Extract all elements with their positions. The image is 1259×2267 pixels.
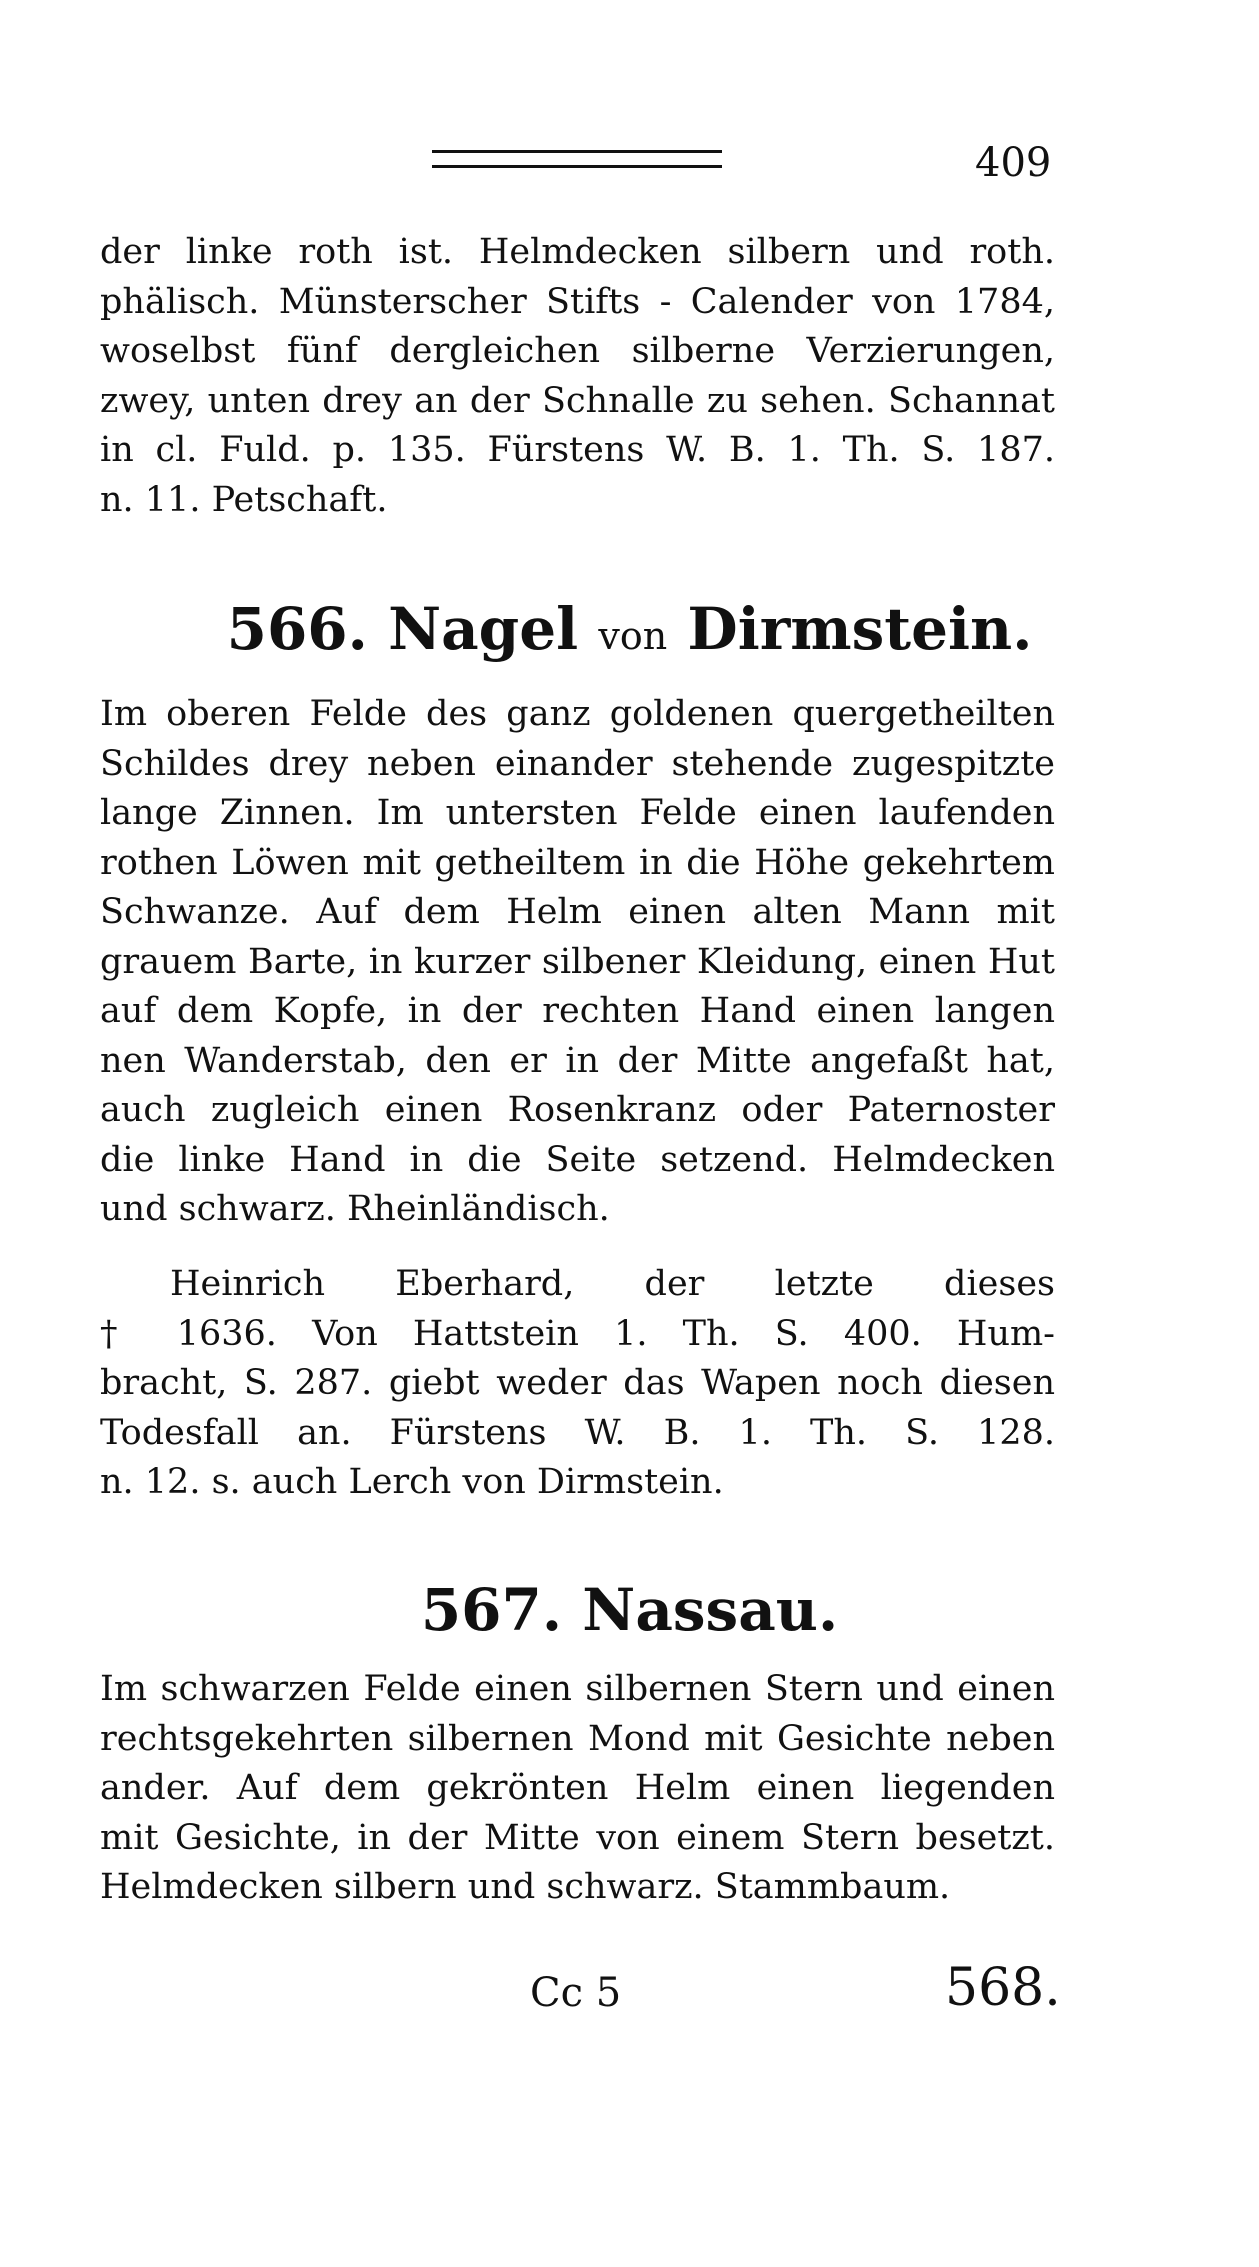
text-line: der linke roth ist. Helmdecken silbern und roth. bbox=[100, 232, 1055, 272]
text-line: n. 11. Petschaft. bbox=[100, 479, 388, 520]
text-line: n. 12. s. auch Lerch von Dirmstein. bbox=[100, 1462, 724, 1502]
description-paragraph-567 bbox=[100, 1665, 1055, 1913]
section-von: von bbox=[598, 614, 668, 658]
text-line: in cl. Fuld. p. 135. Fürstens W. B. 1. Th. S. 187. bbox=[100, 430, 1055, 470]
text-line: Todesfall an. Fürstens W. B. 1. Th. S. 128. bbox=[100, 1412, 1055, 1453]
description-paragraph-566 bbox=[100, 690, 1055, 1235]
section-place: Dirmstein. bbox=[687, 595, 1033, 663]
text-line: rechtsgekehrten silbernen Mond mit Gesichte neben bbox=[100, 1718, 1055, 1759]
section-heading-567 bbox=[0, 1575, 1259, 1645]
text-line: woselbst fünf dergleichen silberne Verzierungen, bbox=[100, 331, 1055, 371]
text-line: und schwarz. Rheinländisch. bbox=[100, 1189, 610, 1229]
text-line: Heinrich Eberhard, der letzte dieses bbox=[170, 1264, 1055, 1304]
catchword: 568. bbox=[945, 1958, 1061, 2018]
section-number: 567. bbox=[420, 1576, 563, 1644]
text-line: mit Gesichte, in der Mitte von einem Stern besetzt. bbox=[100, 1817, 1055, 1858]
signature-mark: Cc 5 bbox=[530, 1970, 622, 2016]
intro-paragraph bbox=[100, 228, 1055, 525]
text-line: Im oberen Felde des ganz goldenen quergetheilten bbox=[100, 694, 1055, 734]
note-paragraph-566 bbox=[100, 1260, 1055, 1508]
text-line: lange Zinnen. Im untersten Felde einen laufenden bbox=[100, 793, 1055, 833]
section-heading-566 bbox=[0, 594, 1259, 671]
text-line: phälisch. Münsterscher Stifts - Calender von 1784, bbox=[100, 281, 1055, 322]
text-line: Im schwarzen Felde einen silbernen Stern und einen bbox=[100, 1669, 1055, 1709]
text-line: Schildes drey neben einander stehende zugespitzte bbox=[100, 743, 1055, 784]
page-number: 409 bbox=[975, 140, 1052, 186]
text-line: Schwanze. Auf dem Helm einen alten Mann mit bbox=[100, 892, 1055, 932]
section-name: Nagel bbox=[388, 595, 579, 663]
header-double-rule bbox=[432, 150, 722, 168]
section-number: 566. bbox=[226, 595, 368, 663]
text-line: die linke Hand in die Seite setzend. Helmdecken bbox=[100, 1139, 1055, 1180]
text-line: bracht, S. 287. giebt weder das Wapen noch diesen bbox=[100, 1363, 1055, 1403]
text-line: nen Wanderstab, den er in der Mitte angefaßt hat, bbox=[100, 1040, 1055, 1081]
text-line: Helmdecken silbern und schwarz. Stammbaum. bbox=[100, 1867, 951, 1907]
text-line: ander. Auf dem gekrönten Helm einen liegenden bbox=[100, 1768, 1055, 1808]
section-name: Nassau. bbox=[582, 1576, 839, 1644]
text-line: † 1636. Von Hattstein 1. Th. S. 400. Hum- bbox=[100, 1313, 1055, 1354]
text-line: auf dem Kopfe, in der rechten Hand einen langen bbox=[100, 991, 1055, 1031]
text-line: grauem Barte, in kurzer silbener Kleidung, einen Hut bbox=[100, 941, 1055, 982]
text-line: auch zugleich einen Rosenkranz oder Paternoster bbox=[100, 1090, 1055, 1130]
text-line: rothen Löwen mit getheiltem in die Höhe gekehrtem bbox=[100, 842, 1055, 883]
text-line: zwey, unten drey an der Schnalle zu sehen. Schannat bbox=[100, 380, 1055, 421]
